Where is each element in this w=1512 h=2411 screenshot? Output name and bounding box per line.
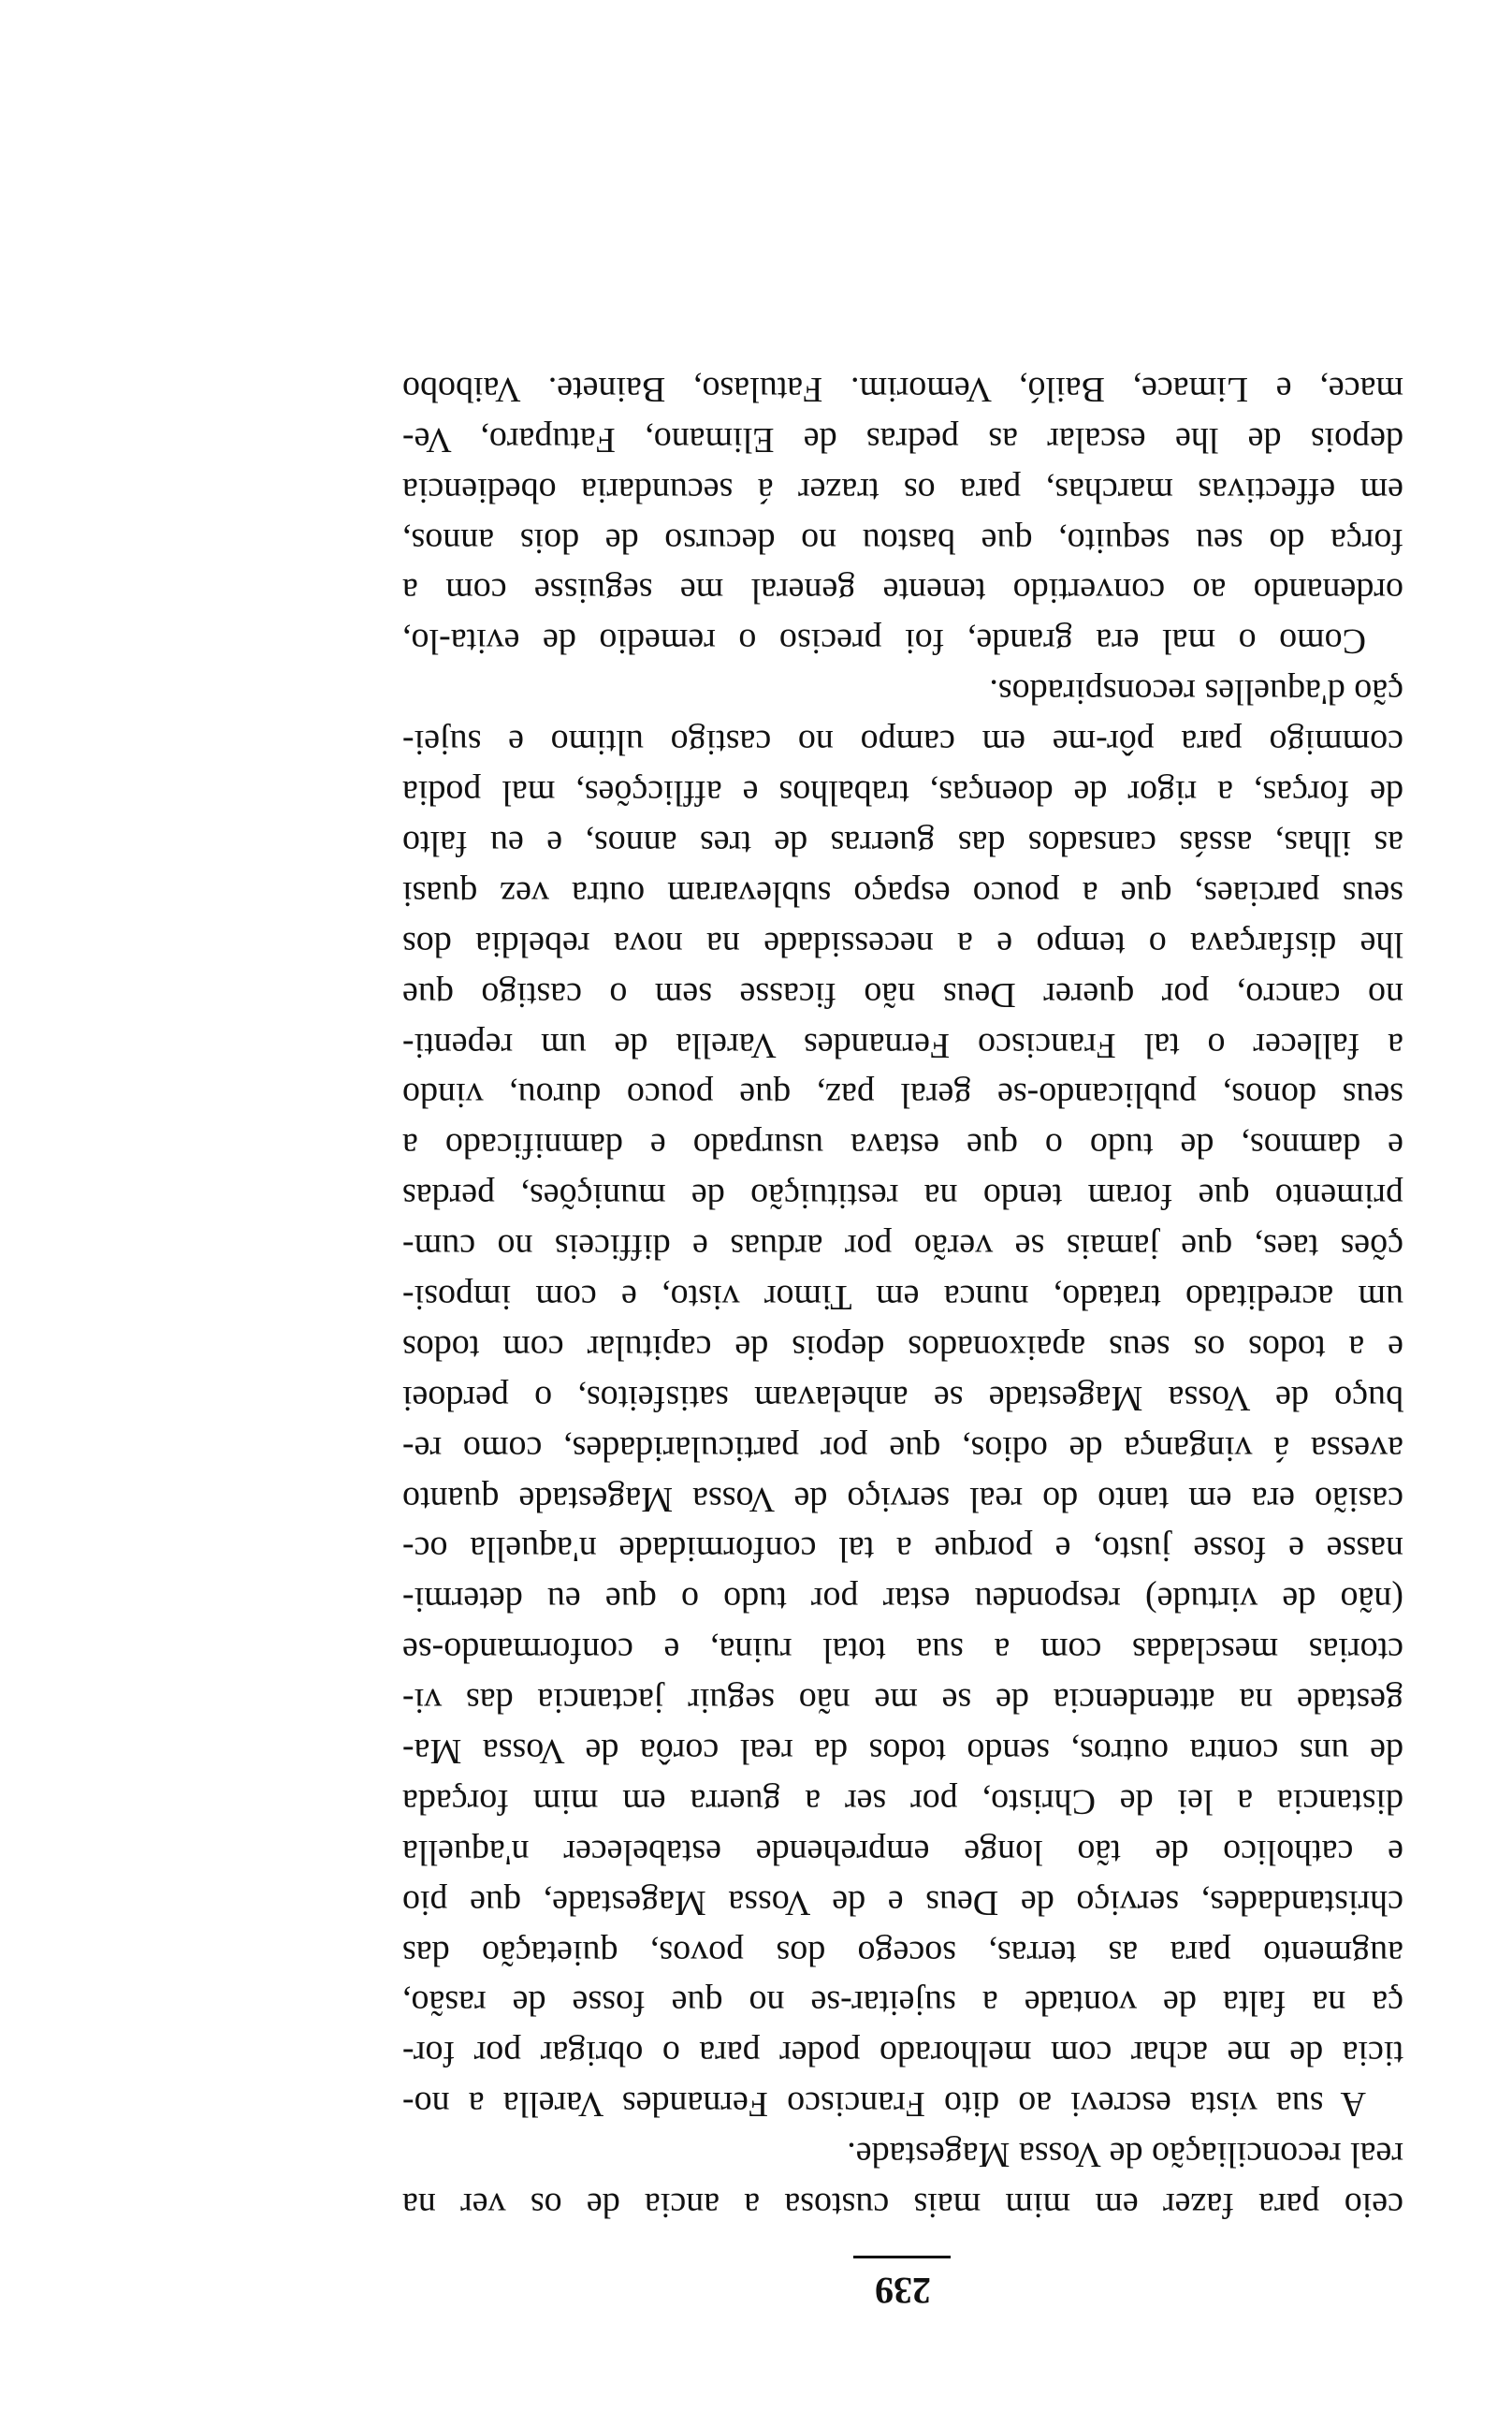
text-line: no cancro, por querer Deus não ficasse sem o castigo que [402,974,1403,1015]
text-line: de forças, a rigor de doenças, trabalhos e afflicções, mal podia [402,773,1403,813]
text-line: ceio para fazer em mim mais custosa a ancia de os ver na [402,2185,1403,2225]
text-line: e a todos os seus apaixonados depois de capitular com todos [402,1327,1403,1367]
text-line: (não de virtude) respondeu estar por tudo o que eu determi- [402,1580,1403,1620]
text-line: ctorias mescladas com a sua total ruina, e conformando-se [402,1630,1403,1671]
text-line: ticia de me achar com melhorado poder para o obrigar por for- [402,2034,1403,2074]
text-line: e damnos, de tudo o que estava usurpado e damnificado a [402,1126,1403,1166]
text-line: nasse e fosse justo, e porque a tal conformidade n'aquella oc- [402,1529,1403,1570]
text-line: avessa á vingança de odios, que por particularidades, como re- [402,1428,1403,1469]
text-line: gestade na attendencia de se me não seguir jactancia das vi- [402,1681,1403,1721]
text-line: ção d'aquelles reconspirados. [989,672,1403,712]
text-line: as ilhas, assás cansados das guerras de tres annos, e eu falto [402,823,1403,863]
text-line: mace, e Limace, Bailó, Vemorim. Fatulaso, Bainete. Vaibobo [402,369,1403,409]
text-line: depois de lhe escalar as pedras de Elimano, Fatuparo, Ve- [402,419,1403,460]
page-number: 239 [875,2270,931,2312]
text-line: ções taes, que jamais se verão por arduas e difficeis no cum- [402,1227,1403,1267]
text-line: buço de Vossa Magestade se anhelavam satisfeitos, o perdoei [402,1378,1403,1418]
text-line: seus parciaes, que a pouco espaço sublevaram outra vez quasi [402,873,1403,913]
text-line: casião era em tanto do real serviço de Vossa Magestade quanto [402,1479,1403,1519]
text-line: ça na falta de vontade a sujeitar-se no que fosse de rasão, [402,1983,1403,2024]
text-line: christandades, serviço de Deus e de Vossa Magestade, que pio [402,1882,1403,1922]
text-line: um acreditado tratado, nunca em Timor visto, e com imposi- [402,1277,1403,1317]
text-line: a fallecer o tal Francisco Fernandes Varella de um repenti- [402,1025,1403,1065]
text-line: real reconciliação de Vossa Magestade. [847,2135,1403,2175]
text-line: ordenando ao convertido tenente general me seguisse com a [402,571,1403,611]
text-line: em effectivas marchas, para os trazer á secundaria obediencia [402,470,1403,510]
text-line: distancia a lei de Christo, por ser a guerra em mim forçada [402,1781,1403,1821]
text-line: de uns contra outros, sendo todos da real corôa de Vossa Ma- [402,1731,1403,1771]
text-line: força do seu sequito, que bastou no decurso de dois annos, [402,520,1403,561]
text-line: commigo para pôr-me em campo no castigo ultimo e sujei- [402,723,1403,763]
text-line: seus donos, publicando-se geral paz, que pouco durou, vindo [402,1075,1403,1116]
text-line: Como o mal era grande, foi preciso o remedio de evita-lo, [402,621,1366,662]
header-rule [853,2256,951,2258]
text-line: A sua vista escrevi ao dito Francisco Fernandes Varella a no- [402,2084,1366,2125]
text-line: primento que foram tendo na restituição de munições, perdas [402,1176,1403,1217]
body-text [402,363,1403,2229]
text-line: lhe disfarçava o tempo e a necessidade na nova rebeldia dos [402,924,1403,964]
text-line: augmento para as terras, socego dos povos, quietação das [402,1933,1403,1973]
text-line: e catholico de tão longe emprehende estabelecer n'aquella [402,1832,1403,1872]
